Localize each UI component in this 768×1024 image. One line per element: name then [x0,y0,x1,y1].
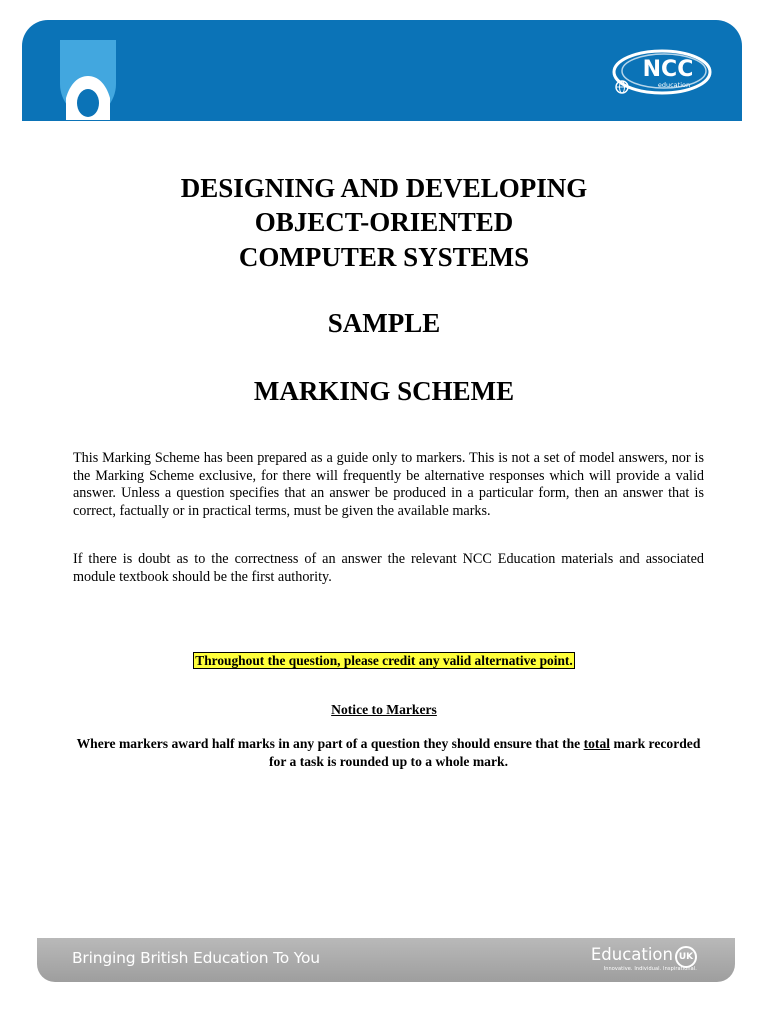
document-title-line-1: DESIGNING AND DEVELOPING [180,173,588,203]
notice-text [73,735,704,771]
highlighted-note-text: Throughout the question, please credit any valid alternative point. [195,653,573,668]
shield-crest-icon [60,40,140,122]
highlighted-note [0,652,768,669]
intro-paragraph: This Marking Scheme has been prepared as a guide only to markers. This is not a set of model answers, nor is the Marking Scheme exclusive, for there will frequently be alternative responses which will provide a valid answer. Unless a question specifies that an answer be produced in a particular form, then an answer that is correct, factually or in practical terms, must be given the available marks. [73,450,704,519]
svg-text:NCC: NCC [642,57,694,82]
uk-mark-icon: UK [675,946,697,968]
footer-banner [37,938,735,982]
education-uk-wordmark: Education [590,945,673,964]
notice-heading: Notice to Markers [331,702,437,717]
svg-text:education: education [657,81,691,89]
header-banner [22,20,742,121]
education-uk-logo [591,946,697,968]
document-title-line-2: OBJECT-ORIENTED [254,207,514,237]
document-title-line-3: COMPUTER SYSTEMS [238,242,530,272]
ncc-education-logo [602,44,726,124]
footer-subtagline: Innovative. Individual. Inspirational. [603,966,697,972]
marking-scheme-heading: MARKING SCHEME [253,376,515,406]
notice-text-start: Where markers award half marks in any part of a question they should ensure that the [76,736,584,751]
authority-paragraph: If there is doubt as to the correctness of an answer the relevant NCC Education materials and associated module textbook should be the first authority. [73,551,704,585]
sample-heading: SAMPLE [327,308,441,338]
notice-text-end: mark recorded for a task is rounded up to a whole mark. [269,736,701,769]
notice-text-total: total [583,736,611,751]
footer-tagline: Bringing British Education To You [72,949,320,967]
